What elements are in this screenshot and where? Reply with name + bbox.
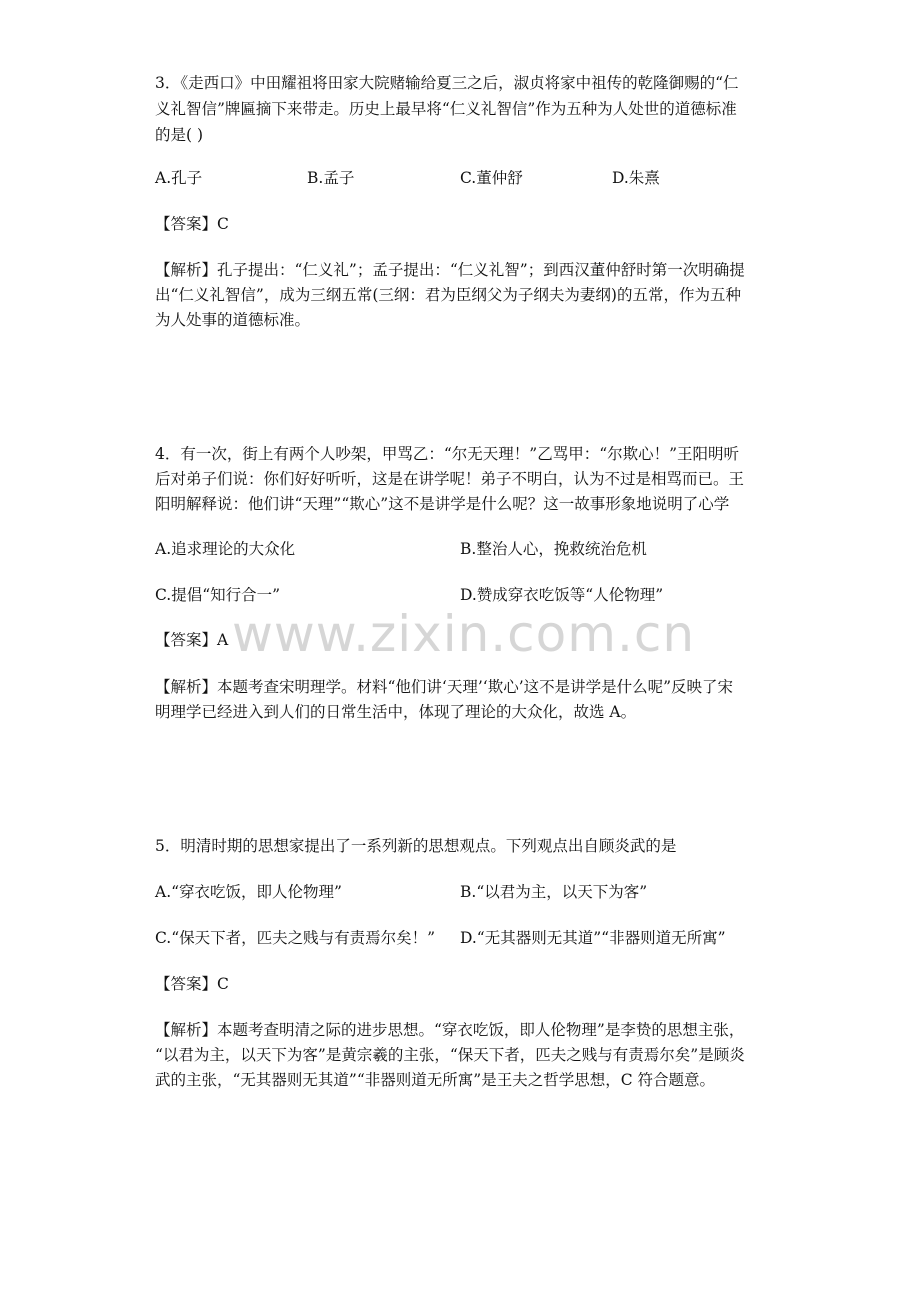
question-5-analysis-line-2: “以君为主，以天下为客”是黄宗羲的主张，“保天下者，匹夫之贱与有责焉尔矣”是顾炎 (155, 1046, 745, 1064)
question-4-analysis-line-2: 明理学已经进入到人们的日常生活中，体现了理论的大众化，故选 A。 (155, 703, 637, 721)
question-4-line-1: 4．有一次，街上有两个人吵架，甲骂乙：“尔无天理！”乙骂甲：“尔欺心！”王阳明听 (155, 445, 740, 463)
question-5-analysis-line-1: 【解析】本题考查明清之际的进步思想。“穿衣吃饭，即人伦物理”是李贽的思想主张， (155, 1021, 745, 1039)
question-5-option-b: B.“以君为主，以天下为客” (460, 883, 648, 901)
question-4-line-3: 阳明解释说：他们讲“天理”“欺心”这不是讲学是什么呢？这一故事形象地说明了心学 (155, 495, 730, 513)
question-4-option-c: C.提倡“知行合一” (155, 586, 281, 604)
question-4-option-a: A.追求理论的大众化 (155, 540, 296, 558)
question-3-option-c: C.董仲舒 (460, 169, 523, 187)
question-3-line-1: 3．《走西口》中田耀祖将田家大院赌输给夏三之后，淑贞将家中祖传的乾隆御赐的“仁 (155, 74, 739, 92)
question-5-option-a: A.“穿衣吃饭，即人伦物理” (155, 883, 342, 901)
question-4-line-2: 后对弟子们说：你们好好听听，这是在讲学呢！弟子不明白，认为不过是相骂而已。王 (155, 470, 745, 488)
question-3-line-3: 的是( ) (155, 126, 204, 144)
question-3-line-2: 义礼智信”牌匾摘下来带走。历史上最早将“仁义礼智信”作为五种为人处世的道德标准 (155, 100, 737, 118)
question-4-option-d: D.赞成穿衣吃饭等“人伦物理” (460, 586, 664, 604)
question-5-option-c: C.“保天下者，匹夫之贱与有责焉尔矣！” (155, 929, 436, 947)
question-5-option-d: D.“无其器则无其道”“非器则道无所寓” (460, 929, 726, 947)
question-3-answer: 【答案】C (155, 215, 229, 233)
question-3-analysis-line-1: 【解析】孔子提出：“仁义礼”；孟子提出：“仁义礼智”；到西汉董仲舒时第一次明确提 (155, 261, 745, 279)
question-4-answer: 【答案】A (155, 631, 229, 649)
question-3-option-b: B.孟子 (307, 169, 355, 187)
question-4-analysis-line-1: 【解析】本题考查宋明理学。材料“他们讲‘天理’‘欺心’这不是讲学是什么呢”反映了宋 (155, 678, 734, 696)
question-3-analysis-line-3: 为人处事的道德标准。 (155, 311, 311, 329)
question-5-analysis-line-3: 武的主张，“无其器则无其道”“非器则道无所寓”是王夫之哲学思想，C 符合题意。 (155, 1071, 715, 1089)
question-3-option-a: A.孔子 (155, 169, 203, 187)
question-3-analysis-line-2: 出“仁义礼智信”，成为三纲五常(三纲：君为臣纲父为子纲夫为妻纲)的五常，作为五种 (155, 286, 741, 304)
watermark: www.zixin.com.cn (232, 605, 696, 663)
question-3-option-d: D.朱熹 (612, 169, 660, 187)
question-5-answer: 【答案】C (155, 975, 229, 993)
question-5-line-1: 5．明清时期的思想家提出了一系列新的思想观点。下列观点出自顾炎武的是 (155, 837, 677, 855)
question-4-option-b: B.整治人心，挽救统治危机 (460, 540, 647, 558)
